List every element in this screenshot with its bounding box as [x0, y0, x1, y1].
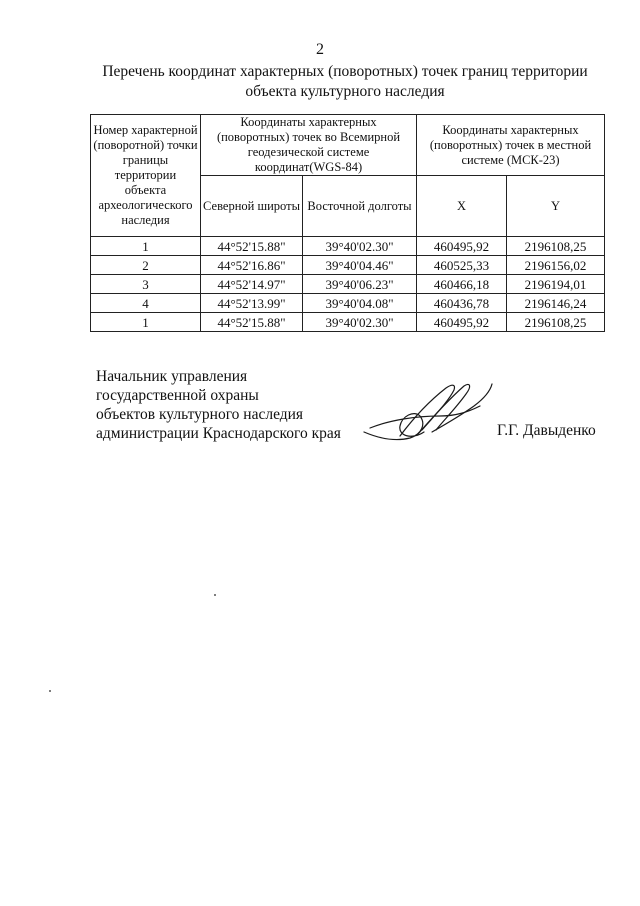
header-msk23-coordinates: Координаты характерных (поворотных) точек в местной системе (МСК-23)	[417, 115, 605, 176]
scan-speck	[49, 690, 51, 692]
subheader-y: Y	[507, 176, 605, 237]
cell-y: 2196108,25	[507, 313, 605, 332]
subheader-north-latitude: Северной широты	[201, 176, 303, 237]
document-title	[80, 62, 610, 102]
cell-latitude: 44°52'13.99"	[201, 294, 303, 313]
cell-x: 460436,78	[417, 294, 507, 313]
header-point-number: Номер характерной (поворотной) точки границы территории объекта археологического наследия	[91, 115, 201, 237]
table-row	[91, 313, 605, 332]
subheader-east-longitude: Восточной долготы	[303, 176, 417, 237]
cell-latitude: 44°52'16.86"	[201, 256, 303, 275]
signer-name: Г.Г. Давыденко	[497, 422, 596, 439]
scan-speck	[214, 594, 216, 596]
cell-latitude: 44°52'15.88"	[201, 313, 303, 332]
cell-latitude: 44°52'15.88"	[201, 237, 303, 256]
cell-x: 460466,18	[417, 275, 507, 294]
cell-latitude: 44°52'14.97"	[201, 275, 303, 294]
title-line-2: объекта культурного наследия	[245, 83, 445, 100]
cell-longitude: 39°40'02.30"	[303, 237, 417, 256]
cell-point-number: 1	[91, 313, 201, 332]
cell-point-number: 3	[91, 275, 201, 294]
table-row	[91, 294, 605, 313]
signer-position-line-1: Начальник управления	[96, 368, 248, 385]
handwritten-signature	[360, 376, 496, 446]
cell-y: 2196194,01	[507, 275, 605, 294]
cell-point-number: 2	[91, 256, 201, 275]
signer-position-line-3: объектов культурного наследия	[96, 406, 304, 423]
cell-longitude: 39°40'02.30"	[303, 313, 417, 332]
table-row	[91, 256, 605, 275]
cell-y: 2196108,25	[507, 237, 605, 256]
cell-y: 2196146,24	[507, 294, 605, 313]
subheader-x: X	[417, 176, 507, 237]
page-number: 2	[316, 41, 324, 58]
cell-x: 460495,92	[417, 313, 507, 332]
cell-x: 460495,92	[417, 237, 507, 256]
title-line-1: Перечень координат характерных (поворотных) точек границ территории	[102, 63, 588, 80]
header-wgs84-coordinates: Координаты характерных (поворотных) точек во Всемирной геодезической системе координат(WGS-84)	[201, 115, 417, 176]
cell-x: 460525,33	[417, 256, 507, 275]
signer-position-line-4: администрации Краснодарского края	[96, 425, 341, 442]
cell-point-number: 4	[91, 294, 201, 313]
cell-longitude: 39°40'04.46"	[303, 256, 417, 275]
cell-longitude: 39°40'04.08"	[303, 294, 417, 313]
coordinates-table	[90, 114, 605, 332]
table-row	[91, 237, 605, 256]
cell-point-number: 1	[91, 237, 201, 256]
signer-position-line-2: государственной охраны	[96, 387, 259, 404]
signer-position	[96, 367, 341, 443]
table-row	[91, 275, 605, 294]
cell-y: 2196156,02	[507, 256, 605, 275]
cell-longitude: 39°40'06.23"	[303, 275, 417, 294]
